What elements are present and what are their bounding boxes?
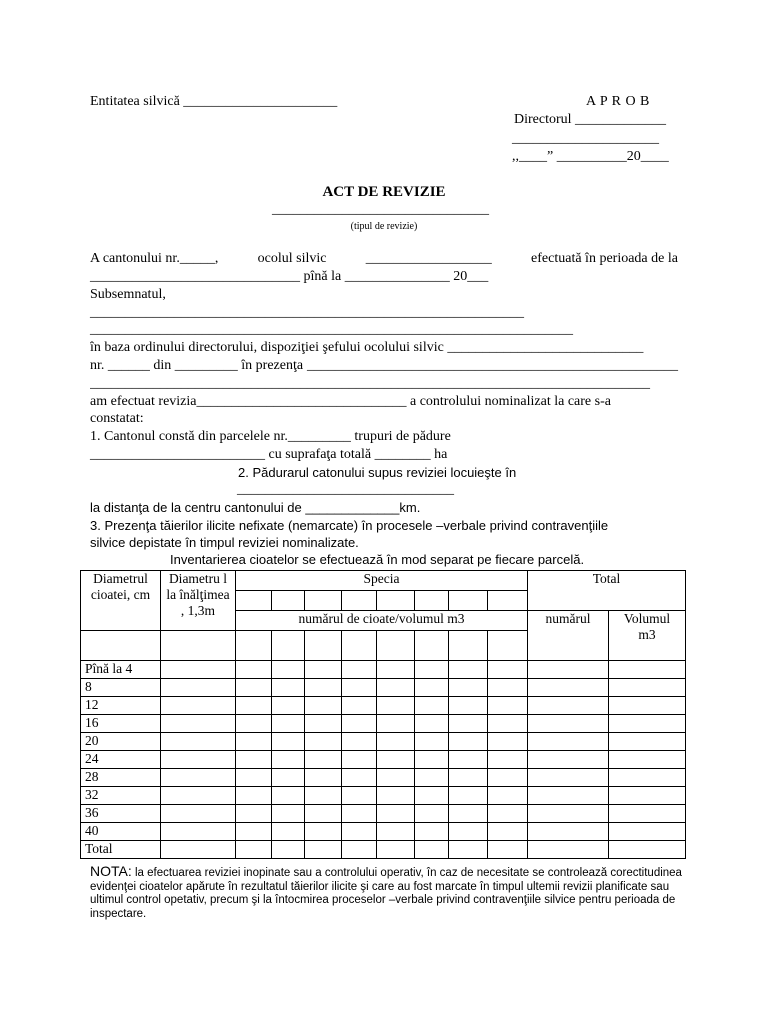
table-cell [528,679,609,697]
document-title: ACT DE REVIZIE [322,184,446,200]
total-volume-header: Volumul m3 [609,611,686,661]
row-label: 24 [81,751,161,769]
approval-date-line: ,,____” __________20____ [512,149,669,164]
approve-label: A P R O B [586,94,650,109]
table-cell [305,787,342,805]
director-line: Directorul _____________ [514,112,667,127]
row-label: 20 [81,733,161,751]
item-2-distance: la distanţa de la centru cantonului de _____________km. [90,500,421,515]
row-label: 12 [81,697,161,715]
body-line-order: în baza ordinului directorului, dispoziţiei şefului ocolului silvic ____________________________ [90,340,644,355]
table-cell [415,679,449,697]
table-cell [342,841,377,859]
row-label: 16 [81,715,161,733]
table-row [81,697,686,715]
item-1-surface: _________________________ cu suprafaţa totală ________ ha [90,447,448,462]
row-label: Pînă la 4 [81,661,161,679]
table-cell [236,823,272,841]
table-cell [449,841,488,859]
species-cell [305,591,342,611]
col-species-header: Specia [236,571,528,591]
empty-cell [488,631,528,661]
table-cell [609,823,686,841]
total-count-header: numărul [528,611,609,661]
undersigned-blank-2: _____________________________________________________________________ [90,322,573,337]
table-cell [415,769,449,787]
body-line-2: ______________________________ pînă la _______________ 20___ [90,269,489,284]
canton-number: A cantonului nr._____, [90,251,219,266]
table-cell [236,805,272,823]
table-cell [236,787,272,805]
table-cell [609,715,686,733]
table-cell [305,823,342,841]
footnote [90,865,682,921]
row-label: 28 [81,769,161,787]
row-label: 32 [81,787,161,805]
table-cell [272,751,305,769]
item-3-illegal-cuts: 3. Prezenţa tăierilor ilicite nefixate (nemarcate) în procesele –verbale privind contravenţiile [90,518,609,533]
table-cell [488,787,528,805]
table-cell [377,679,415,697]
order-number-date: nr. ______ din _________ în prezenţa [90,358,304,373]
table-cell [342,751,377,769]
empty-cell [342,631,377,661]
species-cell [449,591,488,611]
empty-cell [236,631,272,661]
table-cell [305,841,342,859]
inventory-note: Inventarierea cioatelor se efectuează în mod separat pe fiecare parcelă. [170,552,585,567]
table-cell [488,733,528,751]
body-line-1 [90,251,678,267]
table-row [81,805,686,823]
body-line-revision: am efectuat revizia______________________________ a controlului nominalizat la care s-a [90,394,611,409]
table-cell [415,697,449,715]
table-cell [449,805,488,823]
table-cell [342,805,377,823]
table-row [81,661,686,679]
row-label: 36 [81,805,161,823]
table-cell [161,733,236,751]
table-cell [272,697,305,715]
table-cell [377,823,415,841]
entity-line: Entitatea silvică ______________________ [90,94,338,109]
table-cell [488,823,528,841]
table-cell [449,787,488,805]
table-cell [528,751,609,769]
table-row [81,679,686,697]
table-cell [161,697,236,715]
table-cell [305,733,342,751]
table-cell [488,841,528,859]
table-cell [161,751,236,769]
table-cell [272,823,305,841]
table-cell [609,661,686,679]
table-cell [609,733,686,751]
table-row [81,715,686,733]
table-cell [272,679,305,697]
empty-cell [161,631,236,661]
table-cell [161,841,236,859]
table-cell [415,805,449,823]
table-cell [272,787,305,805]
table-cell [528,661,609,679]
body-line-blank: ________________________________________________________________________________ [90,376,650,391]
table-body [81,661,686,859]
forest-district-blank: __________________ [365,251,492,266]
species-cell [377,591,415,611]
table-cell [488,679,528,697]
table-cell [236,679,272,697]
empty-cell [415,631,449,661]
table-cell [377,697,415,715]
table-cell [161,715,236,733]
table-cell [305,769,342,787]
item-2-forester: 2. Pădurarul catonului supus reviziei locuieşte în [238,465,517,480]
table-cell [272,769,305,787]
table-cell [236,697,272,715]
table-cell [528,787,609,805]
table-cell [236,751,272,769]
table-cell [305,715,342,733]
table-cell [377,805,415,823]
table-cell [272,715,305,733]
table-cell [609,841,686,859]
table-cell [342,697,377,715]
table-cell [528,769,609,787]
species-cell [488,591,528,611]
table-cell [449,697,488,715]
row-label: Total [81,841,161,859]
table-cell [488,805,528,823]
empty-cell [305,631,342,661]
period-start-label: efectuată în perioada de la [531,251,678,266]
table-cell [609,697,686,715]
table-cell [377,751,415,769]
stump-inventory-table [80,570,686,859]
table-cell [305,751,342,769]
table-cell [528,841,609,859]
table-cell [488,751,528,769]
table-row [81,823,686,841]
col-diameter-13-header: Diametru l la înălţimea , 1,3m [161,571,236,631]
table-cell [161,679,236,697]
undersigned-label: Subsemnatul, [90,287,166,302]
table-cell [272,661,305,679]
item-2-blank: _______________________________ [237,482,454,497]
count-volume-header: numărul de cioate/volumul m3 [236,611,528,631]
table-cell [609,751,686,769]
item-3-continued: silvice depistate în timpul reviziei nominalizate. [90,535,359,550]
table-row [81,751,686,769]
empty-cell [81,631,161,661]
revision-type-caption: (tipul de revizie) [350,221,418,232]
table-cell [488,661,528,679]
table-row [81,733,686,751]
empty-cell [377,631,415,661]
table-cell [528,733,609,751]
footnote-text: la efectuarea reviziei inopinate sau a controlului operativ, în caz de necesitate se controlează corectitudinea evidenţei cioatelor apărute în rezultatul tăierilor ilicite şi care au fost marcate în timpul ultemii revizii planificate sau ultimul control opetativ, precum şi la întocmirea proceselor –verbale privind contravenţiile silvice pentru perioada de inspectare. [90,867,682,920]
table-cell [377,733,415,751]
table-cell [342,787,377,805]
table-cell [161,805,236,823]
table-cell [449,661,488,679]
body-line-found: constatat: [90,411,144,426]
table-cell [236,841,272,859]
col-diameter-header: Diametrul cioatei, cm [81,571,161,631]
empty-cell [272,631,305,661]
table-cell [449,715,488,733]
table-cell [528,697,609,715]
species-cell [272,591,305,611]
species-cell [415,591,449,611]
table-cell [236,661,272,679]
table-cell [272,805,305,823]
table-cell [415,733,449,751]
species-cell [342,591,377,611]
table-cell [272,841,305,859]
table-cell [415,787,449,805]
table-cell [528,823,609,841]
table-cell [377,841,415,859]
table-cell [377,715,415,733]
species-cell [236,591,272,611]
revision-type-line: _______________________________ [272,202,489,217]
table-cell [305,697,342,715]
director-signature-line: _____________________ [512,131,659,146]
table-cell [342,769,377,787]
table-cell [415,661,449,679]
table-cell [305,661,342,679]
row-label: 8 [81,679,161,697]
table-cell [342,823,377,841]
table-cell [528,715,609,733]
table-cell [342,661,377,679]
table-cell [236,715,272,733]
table-cell [449,733,488,751]
table-cell [449,769,488,787]
table-cell [488,697,528,715]
table-cell [609,787,686,805]
table-cell [415,751,449,769]
table-cell [161,787,236,805]
table-cell [161,823,236,841]
table-cell [449,679,488,697]
table-cell [161,661,236,679]
table-cell [488,769,528,787]
table-cell [377,769,415,787]
footnote-label: NOTA: [90,863,132,879]
table-row [81,769,686,787]
table-cell [415,715,449,733]
table-cell [342,733,377,751]
table-cell [236,769,272,787]
table-cell [415,841,449,859]
row-label: 40 [81,823,161,841]
table-cell [305,805,342,823]
undersigned-blank-1: ______________________________________________________________ [90,305,524,320]
table-row [81,841,686,859]
forest-district-label: ocolul silvic [257,251,327,266]
table-cell [609,679,686,697]
table-row [81,787,686,805]
table-cell [272,733,305,751]
presence-blank: _____________________________________________________ [307,358,678,373]
table-cell [488,715,528,733]
table-cell [236,733,272,751]
empty-cell [449,631,488,661]
table-cell [609,805,686,823]
table-cell [342,715,377,733]
table-cell [415,823,449,841]
body-line-number [90,358,678,374]
table-cell [449,823,488,841]
table-cell [449,751,488,769]
col-total-header: Total [528,571,686,611]
table-cell [161,769,236,787]
table-cell [609,769,686,787]
table-cell [528,805,609,823]
table-cell [377,661,415,679]
table-cell [305,679,342,697]
table-cell [377,787,415,805]
item-1-parcels: 1. Cantonul constă din parcelele nr._________ trupuri de pădure [90,429,451,444]
table-cell [342,679,377,697]
